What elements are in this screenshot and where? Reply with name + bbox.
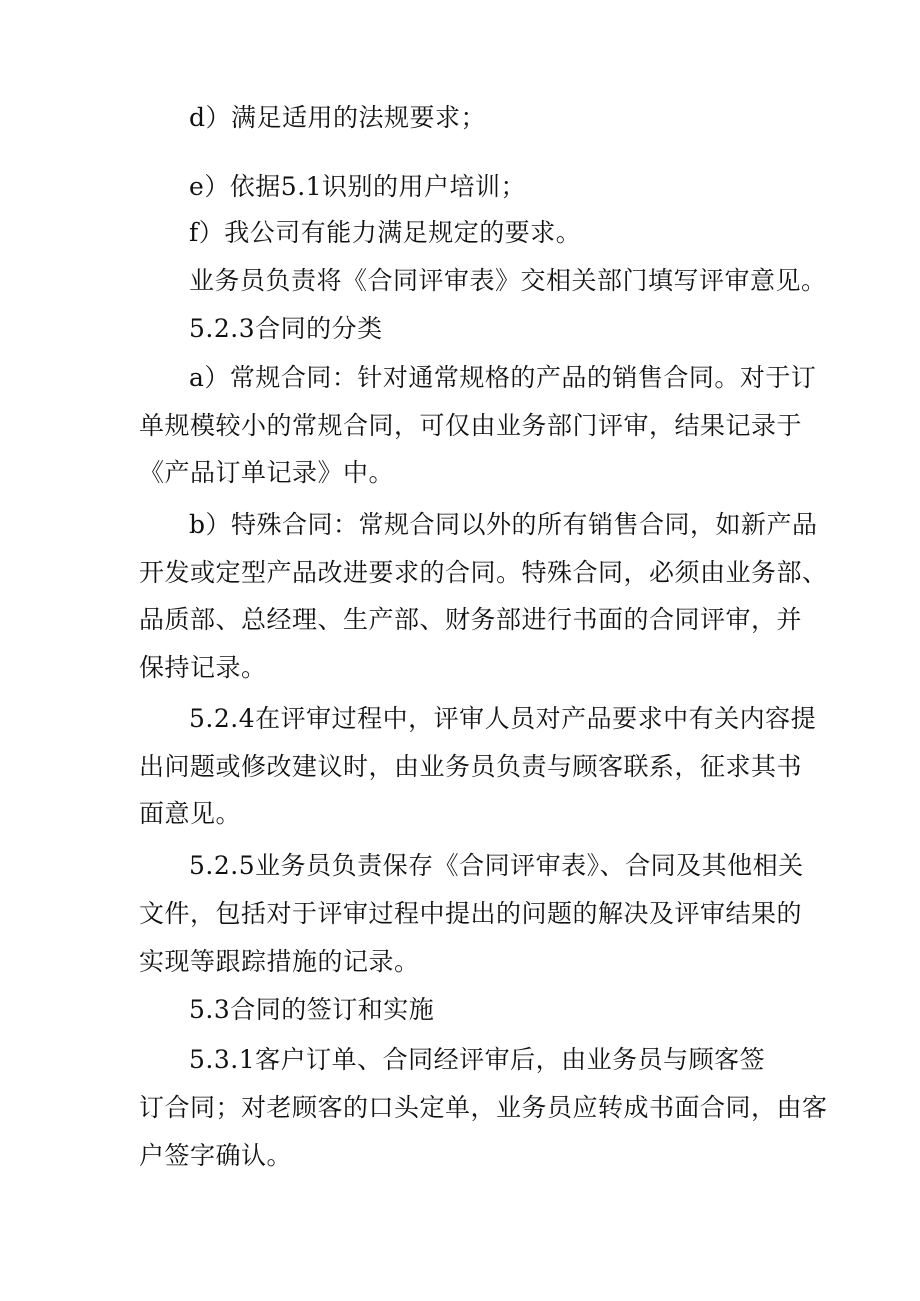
regular-contract-line-2: 单规模较小的常规合同，可仅由业务部门评审，结果记录于 bbox=[139, 411, 803, 440]
regular-contract-line-3: 《产品订单记录》中。 bbox=[139, 458, 395, 487]
item-d: d）满足适用的法规要求； bbox=[189, 103, 487, 132]
section-5-3-1-line-1: 5.3.1客户订单、合同经评审后，由业务员与顾客签 bbox=[189, 1045, 766, 1074]
item-e: e）依据5.1识别的用户培训； bbox=[189, 172, 527, 201]
section-5-2-3-heading: 5.2.3合同的分类 bbox=[189, 314, 383, 343]
item-f: f）我公司有能力满足规定的要求。 bbox=[189, 218, 582, 247]
section-5-2-4-line-2: 出问题或修改建议时，由业务员负责与顾客联系，征求其书 bbox=[139, 752, 803, 781]
section-5-3-1-line-2: 订合同；对老顾客的口头定单，业务员应转成书面合同，由客 bbox=[139, 1093, 828, 1122]
section-5-2-5-line-1: 5.2.5业务员负责保存《合同评审表》、合同及其他相关 bbox=[189, 851, 804, 880]
special-contract-line-1: b）特殊合同：常规合同以外的所有销售合同，如新产品 bbox=[189, 510, 818, 539]
regular-contract-line-1: a）常规合同：针对通常规格的产品的销售合同。对于订 bbox=[189, 363, 817, 392]
section-5-2-5-line-3: 实现等跟踪措施的记录。 bbox=[139, 947, 420, 976]
special-contract-line-4: 保持记录。 bbox=[139, 653, 267, 682]
special-contract-line-2: 开发或定型产品改进要求的合同。特殊合同，必须由业务部、 bbox=[139, 558, 828, 587]
special-contract-line-3: 品质部、总经理、生产部、财务部进行书面的合同评审，并 bbox=[139, 605, 803, 634]
section-5-3-1-line-3: 户签字确认。 bbox=[139, 1141, 293, 1170]
section-5-3-heading: 5.3合同的签订和实施 bbox=[189, 995, 435, 1024]
review-note: 业务员负责将《合同评审表》交相关部门填写评审意见。 bbox=[189, 266, 827, 295]
section-5-2-4-line-1: 5.2.4在评审过程中，评审人员对产品要求中有关内容提 bbox=[189, 704, 817, 733]
section-5-2-4-line-3: 面意见。 bbox=[139, 799, 242, 828]
section-5-2-5-line-2: 文件，包括对于评审过程中提出的问题的解决及评审结果的 bbox=[139, 899, 803, 928]
